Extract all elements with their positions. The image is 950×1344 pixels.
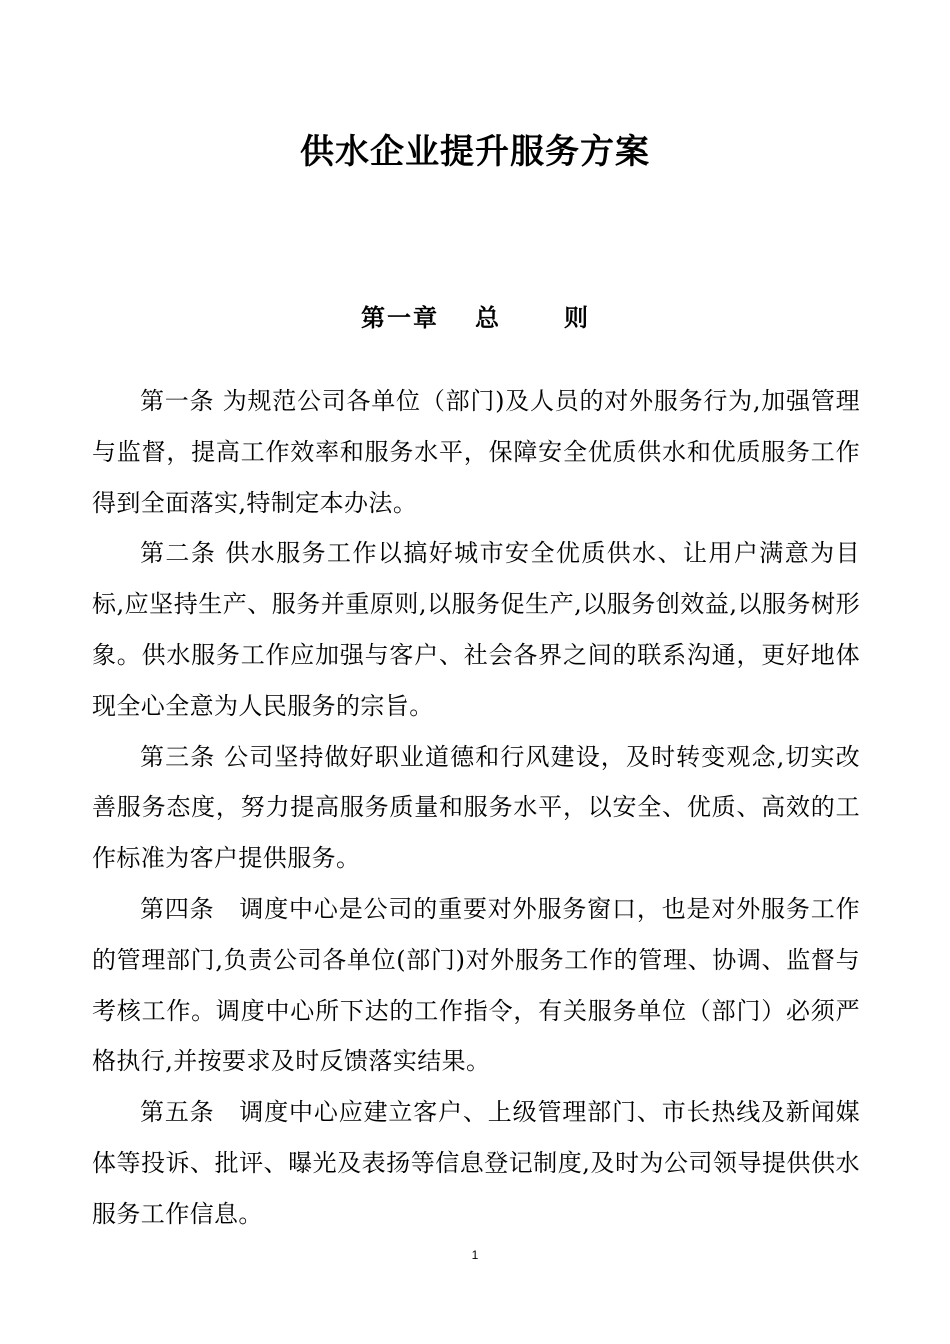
article-2: 第二条 供水服务工作以搞好城市安全优质供水、让用户满意为目标,应坚持生产、服务并重原则,以服务促生产,以服务创效益,以服务树形象。供水服务工作应加强与客户、社会各界之间的联系沟通，更好地体现全心全意为人民服务的宗旨。 xyxy=(92,539,860,720)
article-1: 第一条 为规范公司各单位（部门)及人员的对外服务行为,加强管理与监督，提高工作效率和服务水平，保障安全优质供水和优质服务工作得到全面落实,特制定本办法。 xyxy=(92,387,860,517)
chapter-name-part2: 则 xyxy=(564,304,588,332)
document-title: 供水企业提升服务方案 xyxy=(300,132,650,172)
chapter-number: 第一章 xyxy=(361,304,439,332)
page-number: 1 xyxy=(471,1248,479,1262)
chapter-name-part1: 总 xyxy=(475,304,499,332)
article-3: 第三条 公司坚持做好职业道德和行风建设，及时转变观念,切实改善服务态度，努力提高服务质量和服务水平，以安全、优质、高效的工作标准为客户提供服务。 xyxy=(92,742,860,873)
article-5: 第五条 调度中心应建立客户、上级管理部门、市长热线及新闻媒体等投诉、批评、曝光及表扬等信息登记制度,及时为公司领导提供供水服务工作信息。 xyxy=(92,1098,860,1228)
document-body xyxy=(92,376,860,1240)
article-4: 第四条 调度中心是公司的重要对外服务窗口，也是对外服务工作的管理部门,负责公司各单位(部门)对外服务工作的管理、协调、监督与考核工作。调度中心所下达的工作指令，有关服务单位（部门）必须严格执行,并按要求及时反馈落实结果。 xyxy=(92,894,860,1076)
